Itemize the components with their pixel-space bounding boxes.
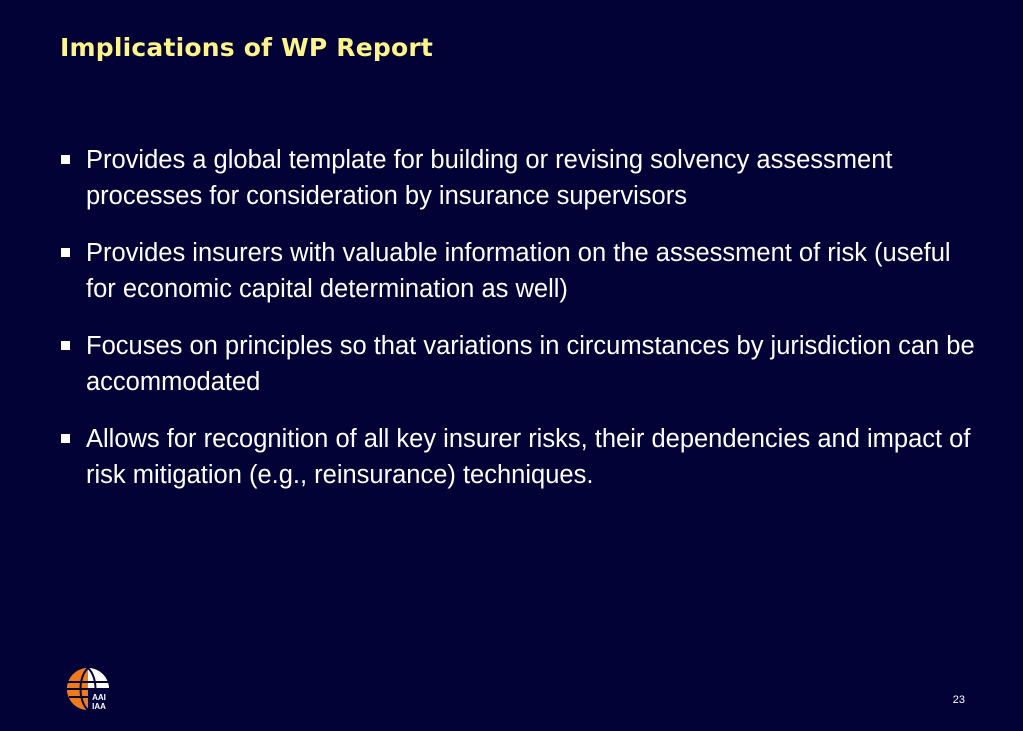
bullet-text: Provides insurers with valuable information on the assessment of risk (useful for economic capital determination as well) xyxy=(86,239,951,303)
square-bullet-icon xyxy=(61,155,70,164)
square-bullet-icon xyxy=(61,341,70,350)
bullet-item xyxy=(56,142,976,214)
bullet-list xyxy=(56,142,976,514)
logo-text-bottom: IAA xyxy=(92,702,106,711)
bullet-text: Provides a global template for building or revising solvency assessment processes for consideration by insurance supervisors xyxy=(86,146,893,210)
square-bullet-icon xyxy=(61,434,70,443)
logo-text-top: AAI xyxy=(92,693,106,702)
bullet-item xyxy=(56,235,976,307)
square-bullet-icon xyxy=(61,248,70,257)
bullet-item xyxy=(56,328,976,400)
bullet-text: Allows for recognition of all key insurer risks, their dependencies and impact of risk mitigation (e.g., reinsurance) techniques. xyxy=(86,425,971,489)
globe-logo-icon xyxy=(64,665,112,715)
globe-logo-svg xyxy=(64,665,112,715)
slide-title: Implications of WP Report xyxy=(60,33,434,62)
bullet-item xyxy=(56,421,976,493)
bullet-text: Focuses on principles so that variations in circumstances by jurisdiction can be accommodated xyxy=(86,332,975,396)
page-number: 23 xyxy=(952,694,965,706)
